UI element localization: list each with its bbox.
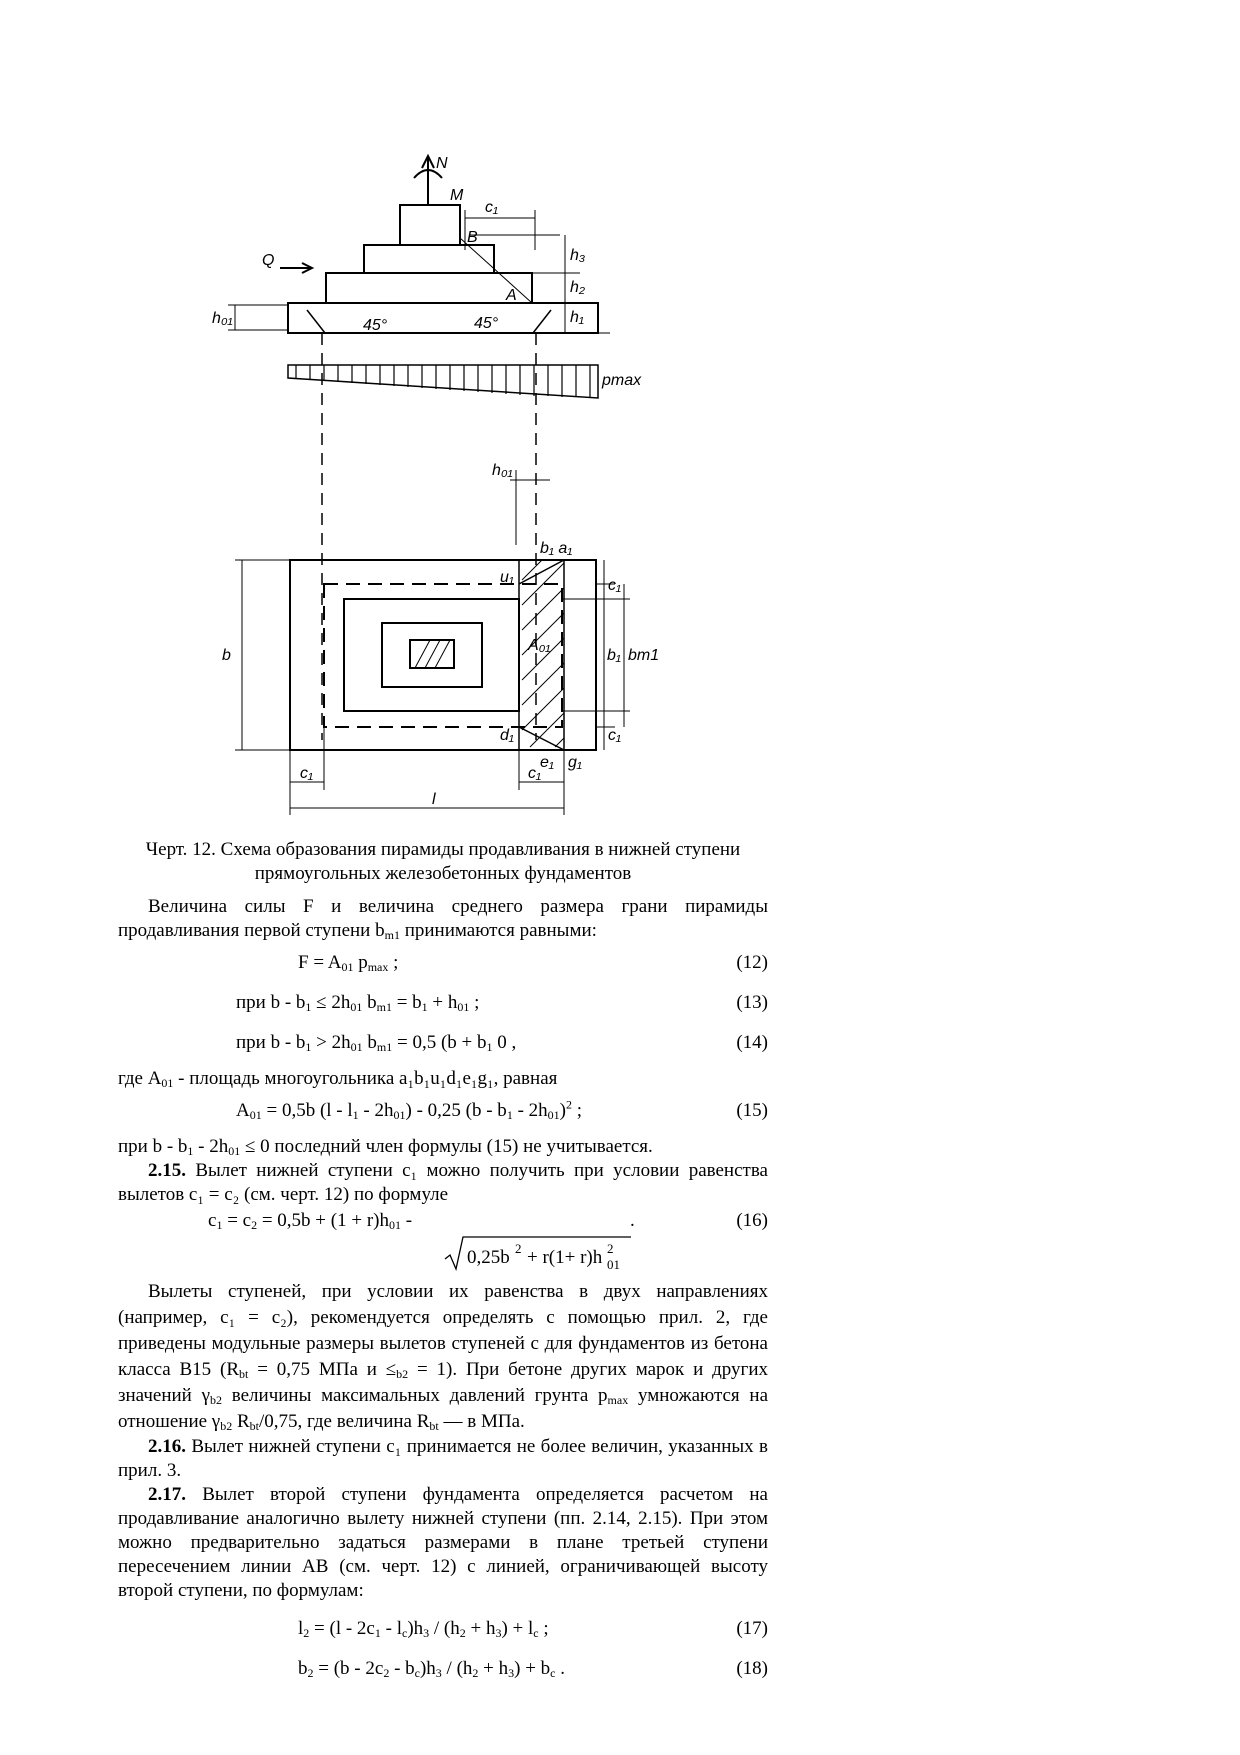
label-b-dim: b xyxy=(222,647,231,664)
svg-text:0,25b: 0,25b xyxy=(467,1247,510,1268)
caption-line-2: прямоугольных железобетонных фундаментов xyxy=(254,863,632,884)
figure-punching-pyramid xyxy=(210,150,680,830)
label-d1: d₁ xyxy=(500,727,514,744)
label-c1-top: c₁ xyxy=(485,199,499,216)
label-h2: h₂ xyxy=(570,279,585,296)
formula-13: при $b - b_1 \le 2h_{01}$ $b_{m1} = b_1 + h_{01}$ ; (13) xyxy=(236,992,768,1014)
label-h01-mid: h₀₁ xyxy=(492,462,513,479)
svg-text:2: 2 xyxy=(607,1241,614,1256)
caption-line-1: Черт. 12. Схема образования пирамиды продавливания в нижней ступени xyxy=(145,839,741,860)
column xyxy=(400,205,460,245)
label-q: Q xyxy=(262,252,275,269)
step-3 xyxy=(364,245,494,273)
document-body xyxy=(118,895,768,1689)
formula-18: $b_2 = (b - 2c_2 - b_c)h_3 / (h_2 + h_3) + b_c$ . (18) xyxy=(298,1658,768,1680)
label-45-left: 45° xyxy=(363,317,388,334)
formula-15: $A_{01} = 0,5b$ $(l - l_1 - 2h_{01}) - 0,25$ $(b - b_1 - 2h_{01})^2$ ; (15) xyxy=(236,1097,768,1122)
paragraph-note-15: при $b - b_1 - 2h_{01} \le 0$ последний член формулы (15) не учитывается. xyxy=(118,1136,653,1158)
label-h01-left: h₀₁ xyxy=(212,310,233,327)
label-e1: e₁ xyxy=(540,754,554,771)
formula-16: $c_1 = c_2 = 0,5b + (1 + r)h_{01}$ - . (16) 0,25b 2 + r(1+ r)h 2 01 xyxy=(208,1210,768,1272)
column-hatch xyxy=(415,640,450,668)
label-a01: A₀₁ xyxy=(528,637,551,654)
plan-step-1 xyxy=(290,560,596,750)
zone-a01 xyxy=(519,560,564,750)
label-m: M xyxy=(450,187,464,204)
svg-text:2: 2 xyxy=(515,1241,522,1256)
paragraph-2-17: 2.17. Вылет второй ступени фундамента определяется расчетом на продавливание аналогично вылету нижней ступени (пп. 2.14, 2.15). При этом можно предварительно задаться размерами в плане третьей ступени пересечением линии AB (см. черт. 12) с линией, ограничивающей высоту второй ступени, по формулам: xyxy=(118,1484,768,1601)
plan-punching-base xyxy=(324,584,562,727)
formula-17: $l_2 = (l - 2c_1 - l_c)h_3 / (h_2 + h_3) + l_c$ ; (17) xyxy=(298,1618,768,1640)
label-45-right: 45° xyxy=(474,315,499,332)
pyramid-left-face xyxy=(307,310,325,333)
label-c1-bottom-right: c₁ xyxy=(528,765,542,782)
label-b-point: B xyxy=(467,229,478,246)
label-g1: g₁ xyxy=(568,754,582,771)
sqrt-expression xyxy=(443,1233,633,1273)
pressure-diagram xyxy=(288,365,598,398)
formula-12: $F = A_{01}$ $p_{max}$ ; (12) xyxy=(298,952,768,974)
paragraph-2-15: 2.15. Вылет нижней ступени c₁ можно получить при условии равенства вылетов c₁ = c₂ (см. черт. 12) по формуле xyxy=(118,1160,768,1205)
step-1 xyxy=(288,303,598,333)
paragraph-2-16: 2.16. Вылет нижней ступени c₁ принимается не более величин, указанных в прил. 3. xyxy=(118,1436,768,1481)
label-h1: h₁ xyxy=(570,309,584,326)
svg-text:01: 01 xyxy=(607,1257,620,1272)
svg-text:+ r(1+ r)h: + r(1+ r)h xyxy=(527,1247,603,1268)
label-c1-plan-bottom: c₁ xyxy=(608,727,622,744)
label-h3: h₃ xyxy=(570,247,586,264)
paragraph-vylety: Вылеты ступеней, при условии их равенства в двух направлениях (например, c₁ = c₂), рекомендуется определять с помощью прил. 2, где приведены модульные размеры вылетов ступеней с для фундаментов из бетона класса В15 ($R_{bt} = 0,75$ МПа $и \le_{b2} = 1$). При бетоне других марок и других значений $\gamma_{b2}$ величины максимальных давлений грунта $p_{max}$ умножаются на отношение $\gamma_{b2}$ $R_{bt}/0,75$, где величина $R_{bt}$ — в МПа. xyxy=(118,1281,769,1433)
label-n: N xyxy=(436,155,448,172)
paragraph-force: Величина силы F и величина среднего размера грани пирамиды продавливания первой ступени $b_{m1}$ принимаются равными: xyxy=(118,896,768,942)
label-l-dim: l xyxy=(432,791,436,808)
paragraph-where: где $A_{01}$ - площадь многоугольника a₁b₁u₁d₁e₁g₁, равная xyxy=(118,1068,558,1090)
label-c1-bottom-left: c₁ xyxy=(300,765,314,782)
label-a-point: A xyxy=(506,287,517,304)
line-ab xyxy=(460,238,532,303)
label-bm1-dim: bm1 xyxy=(628,647,660,664)
label-pmax: pmax xyxy=(602,372,642,389)
formula-14: при $b - b_1 > 2h_{01}$ $b_{m1} = 0,5$ ($b + b_1$ 0 , (14) xyxy=(236,1032,768,1054)
pyramid-right-face xyxy=(533,310,551,333)
label-u1: u₁ xyxy=(500,569,514,586)
figure-caption xyxy=(118,838,768,886)
label-b1-a1: b₁ a₁ xyxy=(540,540,573,557)
label-b1-dim: b₁ xyxy=(607,647,621,664)
step-2 xyxy=(326,273,532,303)
label-c1-plan-top: c₁ xyxy=(608,577,622,594)
